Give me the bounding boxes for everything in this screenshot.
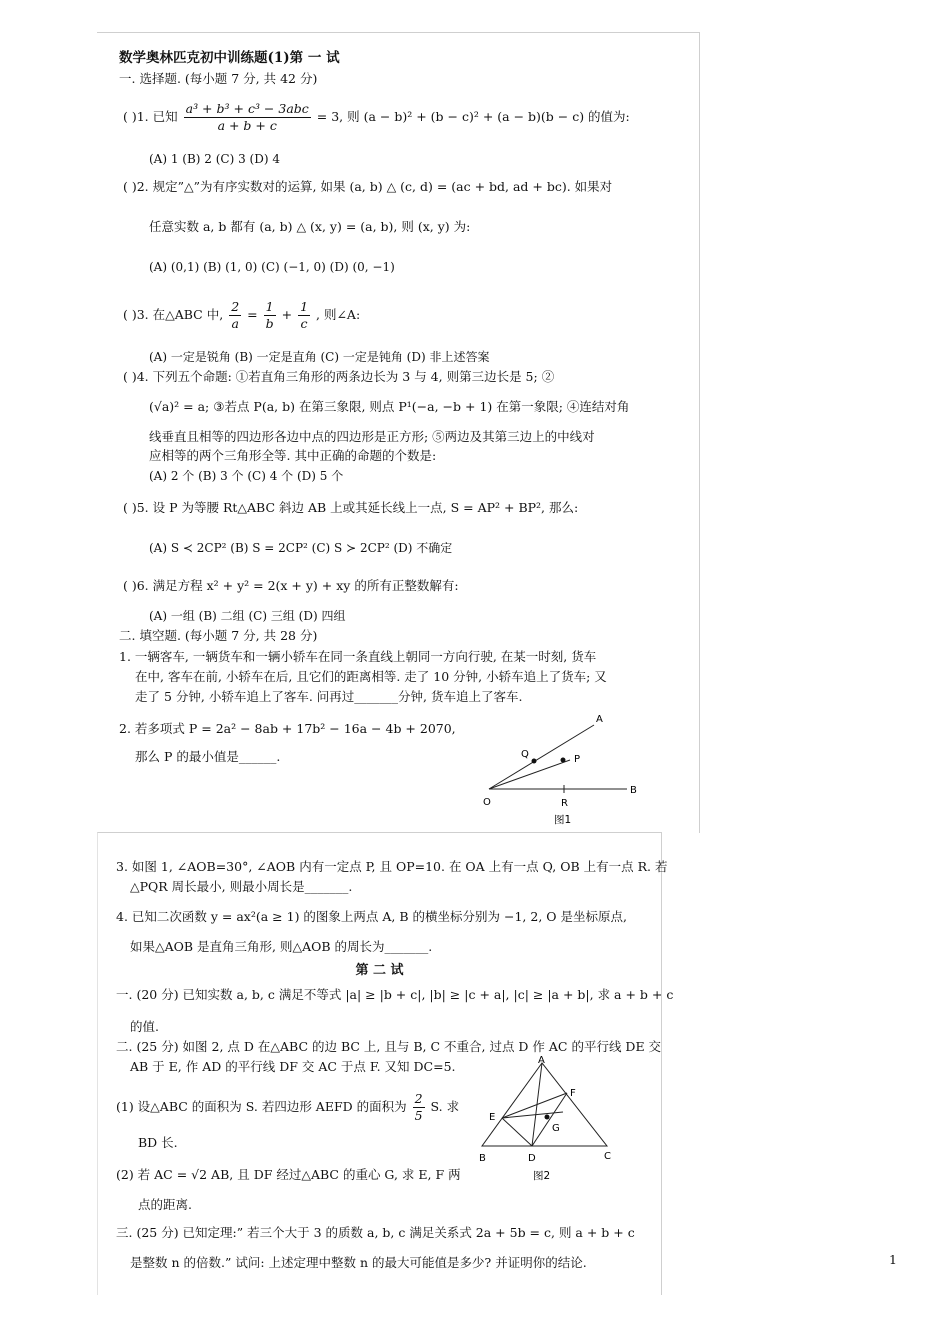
section-2-heading: 二. 填空题. (每小题 7 分, 共 28 分) (119, 628, 318, 643)
q4-options: (A) 2 个 (B) 3 个 (C) 4 个 (D) 5 个 (149, 469, 344, 483)
q4-line-3: 线垂直且相等的四边形各边中点的四边形是正方形; ⑤两边及其第三边上的中线对 (149, 429, 595, 444)
segment-de (502, 1118, 532, 1146)
q3-prefix: ( )3. 在△ABC 中, (123, 307, 224, 322)
test-2-title: 第 二 试 (355, 963, 404, 978)
q5-line-1: ( )5. 设 P 为等腰 Rt△ABC 斜边 AB 上或其延长线上一点, S = AP² + BP², 那么: (123, 500, 579, 515)
fill-4-line-2: 如果△AOB 是直角三角形, 则△AOB 的周长为_______. (130, 939, 433, 954)
fig2-label-e: E (489, 1112, 496, 1123)
point-p (561, 758, 566, 763)
q2-line-1: ( )2. 规定”△”为有序实数对的运算, 如果 (a, b) △ (c, d) = (ac + bd, ad + bc). 如果对 (123, 179, 613, 194)
label-b: B (630, 785, 637, 796)
figure-2-caption: 图2 (533, 1170, 551, 1182)
problem-2-sub-1-line-2: BD 长. (138, 1135, 178, 1150)
q5-options: (A) S ≺ 2CP² (B) S = 2CP² (C) S ≻ 2CP² (D) 不确定 (149, 541, 453, 555)
label-p: P (574, 754, 581, 765)
q4-line-1: ( )4. 下列五个命题: ①若直角三角形的两条边长为 3 与 4, 则第三边长是 5; ② (123, 369, 555, 384)
point-g (545, 1115, 550, 1120)
label-o: O (483, 797, 491, 808)
q1-suffix: = 3, 则 (a − b)² + (b − c)² + (a − b)(b − c) 的值为: (316, 109, 630, 124)
q3-fraction-3 (298, 299, 310, 332)
q3-options: (A) 一定是锐角 (B) 一定是直角 (C) 一定是钝角 (D) 非上述答案 (149, 350, 490, 364)
fill-4-line-1: 4. 已知二次函数 y = ax²(a ≥ 1) 的图象上两点 A, B 的横坐标分别为 −1, 2, O 是坐标原点, (116, 909, 627, 924)
q1-prefix: ( )1. 已知 (123, 109, 178, 124)
p2-sub1-prefix: (1) 设△ABC 的面积为 S. 若四边形 AEFD 的面积为 (116, 1099, 407, 1114)
fill-3-line-2: △PQR 周长最小, 则最小周长是_______. (130, 879, 353, 894)
fig2-label-d: D (528, 1153, 536, 1164)
q1-numerator: a³ + b³ + c³ − 3abc (185, 101, 309, 116)
point-q (532, 759, 537, 764)
q1-options: (A) 1 (B) 2 (C) 3 (D) 4 (149, 152, 280, 166)
q1-denominator: a + b + c (217, 118, 277, 133)
fig2-label-g: G (552, 1123, 560, 1134)
page-number: 1 (889, 1252, 897, 1267)
q3-f1-num: 2 (231, 299, 240, 314)
q3-suffix: , 则∠A: (316, 307, 361, 322)
q1-fraction (184, 101, 311, 134)
section-1-heading: 一. 选择题. (每小题 7 分, 共 42 分) (119, 71, 318, 86)
problem-2-sub-1 (116, 1091, 459, 1124)
problem-3-line-2: 是整数 n 的倍数.” 试问: 上述定理中整数 n 的最大可能值是多少? 并证明你的结论. (130, 1255, 587, 1270)
q3-f1-den: a (231, 316, 239, 331)
fill-1-line-3: 走了 5 分钟, 小轿车追上了客车. 问再过_______分钟, 货车追上了客车. (135, 689, 523, 704)
q4-line-2: (√a)² = a; ③若点 P(a, b) 在第三象限, 则点 P¹(−a, −b + 1) 在第一象限; ④连结对角 (149, 399, 630, 414)
q6-options: (A) 一组 (B) 二组 (C) 三组 (D) 四组 (149, 609, 346, 623)
question-1 (123, 101, 630, 134)
label-r: R (561, 798, 568, 809)
p2-sub1-fraction (413, 1091, 425, 1124)
p2-sub1-num: 2 (414, 1091, 423, 1106)
label-a: A (596, 714, 603, 725)
fill-1-line-2: 在中, 客车在前, 小轿车在后, 且它们的距离相等. 走了 10 分钟, 小轿车追上了货车; 又 (135, 669, 607, 684)
problem-2-line-1: 二. (25 分) 如图 2, 点 D 在△ABC 的边 BC 上, 且与 B, C 不重合, 过点 D 作 AC 的平行线 DE 交 (116, 1039, 662, 1054)
q3-f2-den: b (265, 316, 274, 331)
q3-f3-num: 1 (300, 299, 309, 314)
q3-fraction-2 (264, 299, 276, 332)
fig2-label-c: C (604, 1151, 611, 1162)
q3-equals: = (247, 307, 258, 322)
problem-2-sub-2-line-2: 点的距离. (138, 1197, 192, 1212)
problem-3-line-1: 三. (25 分) 已知定理:” 若三个大于 3 的质数 a, b, c 满足关系式 2a + 5b = c, 则 a + b + c (116, 1225, 635, 1240)
p2-sub1-den: 5 (414, 1108, 423, 1123)
fill-2-line-1: 2. 若多项式 P = 2a² − 8ab + 17b² − 16a − 4b + 2070, (119, 721, 456, 736)
q2-line-2: 任意实数 a, b 都有 (a, b) △ (x, y) = (a, b), 则 (x, y) 为: (149, 219, 471, 234)
page-part-2 (97, 832, 674, 1295)
problem-2-sub-2-line-1: (2) 若 AC = √2 AB, 且 DF 经过△ABC 的重心 G, 求 E, F 两 (116, 1167, 461, 1182)
fig2-label-f: F (570, 1088, 576, 1099)
q4-line-4: 应相等的两个三角形全等. 其中正确的命题的个数是: (149, 448, 437, 463)
q3-plus: + (281, 307, 293, 322)
problem-1-line-1: 一. (20 分) 已知实数 a, b, c 满足不等式 |a| ≥ |b + c|, |b| ≥ |c + a|, |c| ≥ |a + b|, 求 a + b + c (116, 987, 674, 1002)
label-q: Q (521, 749, 529, 760)
q2-options: (A) (0,1) (B) (1, 0) (C) (−1, 0) (D) (0, −1) (149, 260, 395, 274)
q6-line-1: ( )6. 满足方程 x² + y² = 2(x + y) + xy 的所有正整数解有: (123, 578, 459, 593)
fig2-label-b: B (479, 1153, 486, 1164)
fill-1-line-1: 1. 一辆客车, 一辆货车和一辆小轿车在同一条直线上朝同一方向行驶, 在某一时刻, 货车 (119, 649, 597, 664)
figure-1 (472, 709, 652, 827)
q3-f3-den: c (300, 316, 308, 331)
page-part-1 (97, 32, 700, 833)
page-title: 数学奥林匹克初中训练题(1)第 一 试 (119, 50, 340, 66)
triangle-abc (482, 1063, 607, 1146)
p2-sub1-suffix: S. 求 (430, 1099, 460, 1114)
fill-2-line-2: 那么 P 的最小值是______. (135, 749, 281, 764)
problem-2-line-2: AB 于 E, 作 AD 的平行线 DF 交 AC 于点 F. 又知 DC=5. (130, 1059, 456, 1074)
q3-fraction-1 (229, 299, 241, 332)
question-3 (123, 299, 360, 332)
fill-3-line-1: 3. 如图 1, ∠AOB=30°, ∠AOB 内有一定点 P, 且 OP=10. 在 OA 上有一点 Q, OB 上有一点 R. 若 (116, 859, 668, 874)
fig2-label-a: A (538, 1055, 545, 1066)
figure-2 (473, 1055, 623, 1183)
q3-f2-num: 1 (264, 299, 276, 316)
figure-1-caption: 图1 (554, 814, 572, 826)
problem-1-line-2: 的值. (130, 1019, 159, 1034)
